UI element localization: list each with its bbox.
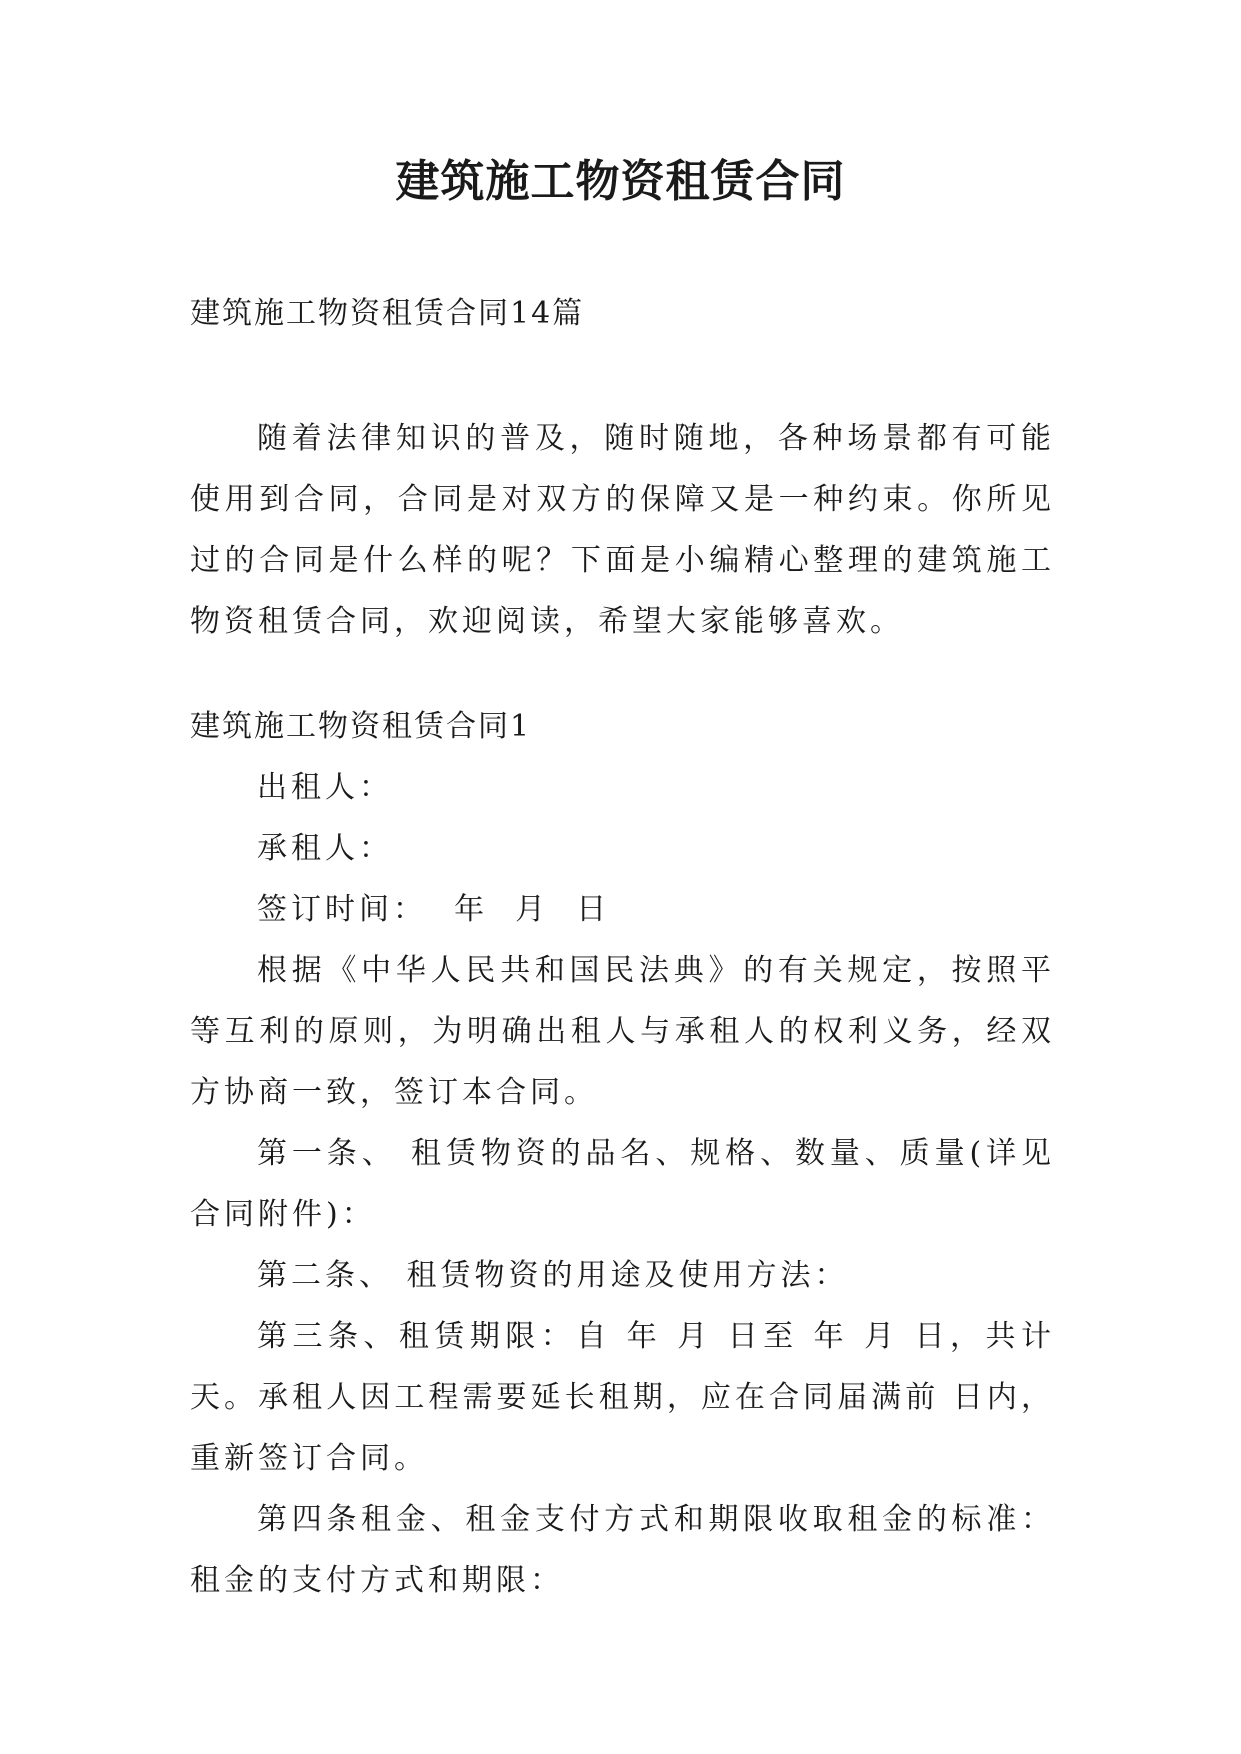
article-3: 第三条、租赁期限：自 年 月 日至 年 月 日，共计 天。承租人因工程需要延长租期，应在合同届满前 日内，重新签订合同。 — [190, 1319, 1055, 1476]
article-4: 第四条租金、租金支付方式和期限收取租金的标准：租金的支付方式和期限： — [190, 1502, 1055, 1598]
preamble-paragraph: 根据《中华人民共和国民法典》的有关规定，按照平等互利的原则，为明确出租人与承租人的权利义务，经双方协商一致，签订本合同。 — [190, 953, 1055, 1110]
lessor-line: 出租人： — [257, 770, 393, 805]
document-title: 建筑施工物资租赁合同 — [395, 156, 846, 207]
intro-paragraph: 随着法律知识的普及，随时随地，各种场景都有可能使用到合同，合同是对双方的保障又是一种约束。你所见过的合同是什么样的呢？下面是小编精心整理的建筑施工物资租赁合同，欢迎阅读，希望大家能够喜欢。 — [190, 421, 1055, 639]
section-heading: 建筑施工物资租赁合同1 — [190, 709, 532, 744]
lessee-line: 承租人： — [257, 831, 393, 866]
document-subtitle: 建筑施工物资租赁合同14篇 — [190, 296, 585, 331]
article-1: 第一条、 租赁物资的品名、规格、数量、质量(详见合同附件)： — [190, 1136, 1055, 1232]
contract-body — [190, 696, 1055, 1611]
article-2: 第二条、 租赁物资的用途及使用方法： — [257, 1258, 849, 1293]
sign-date-line: 签订时间： 年 月 日 — [257, 892, 611, 927]
